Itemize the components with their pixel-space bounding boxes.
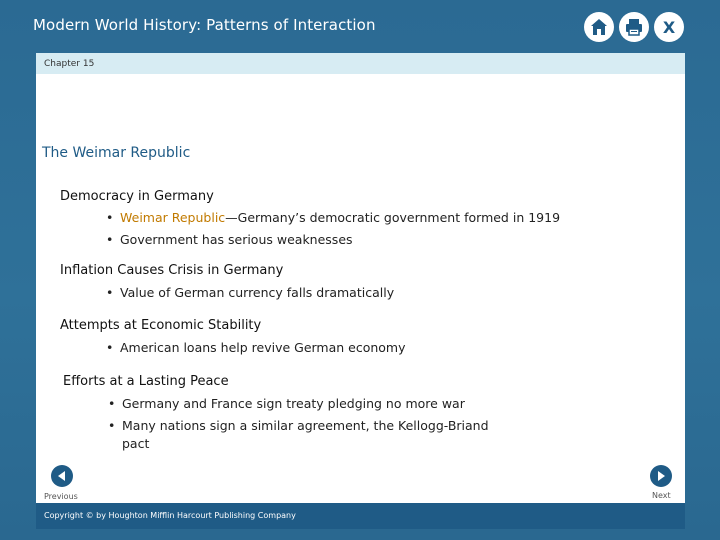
print-button[interactable]: [619, 12, 649, 42]
bullet-currency-falls: [106, 284, 394, 302]
copyright-footer: Copyright © by Houghton Mifflin Harcourt Publishing Company: [36, 503, 685, 529]
heading-democracy: Democracy in Germany: [60, 189, 214, 204]
bullet-text: Many nations sign a similar agreement, the Kellogg-Briand: [122, 418, 489, 433]
close-icon: [658, 16, 680, 38]
bullet-dot: •: [108, 396, 116, 411]
home-button[interactable]: [584, 12, 614, 42]
bullet-kellogg-briand: [108, 417, 489, 453]
print-icon: [623, 16, 645, 38]
heading-stability: Attempts at Economic Stability: [60, 318, 262, 333]
bullet-text: American loans help revive German economy: [120, 340, 406, 355]
arrow-left-icon: [56, 470, 68, 482]
bullet-dot: •: [106, 285, 114, 300]
bullet-dot: •: [106, 232, 114, 247]
bullet-weimar-republic: [106, 209, 560, 227]
bullet-text: Value of German currency falls dramatically: [120, 285, 395, 300]
svg-text:X: X: [662, 18, 676, 37]
previous-button[interactable]: [51, 465, 73, 487]
bullet-germany-france-treaty: [108, 395, 465, 413]
bullet-text-continued: pact: [122, 436, 150, 451]
bullet-text: Germany and France sign treaty pledging no more war: [122, 396, 465, 411]
bullet-government-weaknesses: [106, 231, 353, 249]
bullet-dot: •: [106, 210, 114, 225]
term-weimar-republic: Weimar Republic: [120, 210, 226, 225]
previous-label[interactable]: Previous: [44, 492, 78, 501]
close-button[interactable]: [654, 12, 684, 42]
bullet-dot: •: [108, 418, 116, 433]
app-title: Modern World History: Patterns of Interaction: [33, 16, 376, 34]
next-label[interactable]: Next: [652, 491, 671, 500]
slide-title: The Weimar Republic: [42, 145, 191, 161]
heading-inflation: Inflation Causes Crisis in Germany: [60, 263, 284, 278]
arrow-right-icon: [655, 470, 667, 482]
bullet-text: Government has serious weaknesses: [120, 232, 353, 247]
slide-panel: [36, 53, 685, 529]
bullet-dot: •: [106, 340, 114, 355]
next-button[interactable]: [650, 465, 672, 487]
home-icon: [588, 16, 610, 38]
chapter-label: Chapter 15: [36, 53, 685, 74]
bullet-text: —Germany’s democratic government formed in 1919: [225, 210, 561, 225]
top-nav-icons: [584, 12, 684, 42]
heading-peace: Efforts at a Lasting Peace: [63, 374, 229, 389]
bullet-american-loans: [106, 339, 406, 357]
